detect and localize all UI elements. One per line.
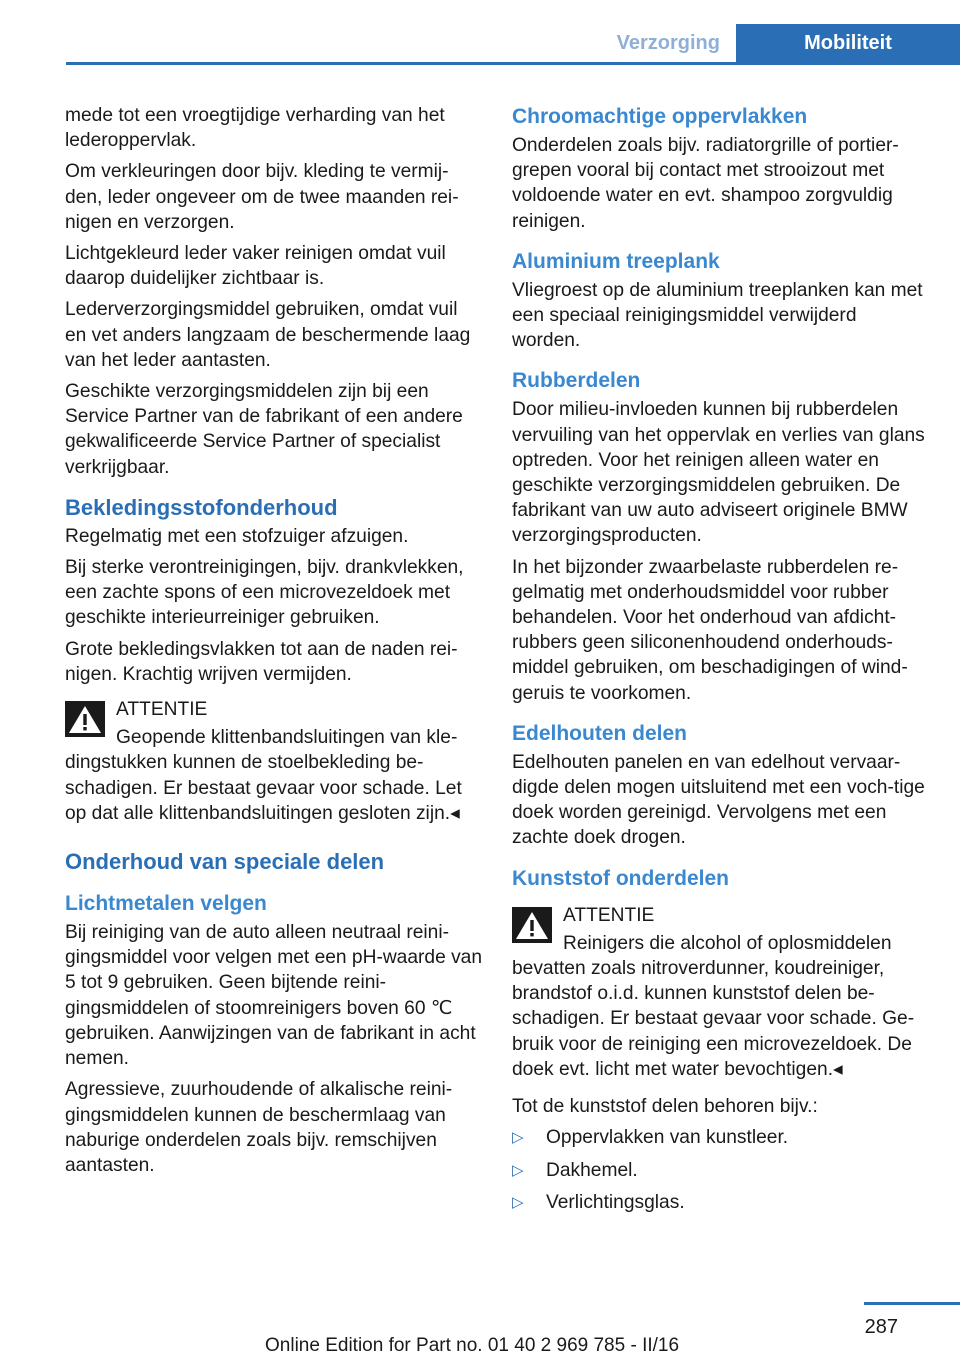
warning-text: Reinigers die alcohol of oplosmiddelen bevatten zoals nitroverdunner, koudreiniger, brandstof o.i.d. kunnen kunststof delen be-schadigen. Er bestaat gevaar voor schade. Ge-bruik voor de reiniging een microvezeldoek. De doek evt. licht met water bevochtigen.◂ xyxy=(512,932,915,1080)
paragraph: In het bijzonder zwaarbelaste rubberdelen re-gelmatig met onderhoudsmiddel voor rubber behandelen. Voor het onderhoud van afdicht-rubbers geen siliconenhoudend onderhouds-middel gebruiken, om beschadigingen of wind-geruis te voorkomen. xyxy=(512,556,908,704)
heading-kunststof-onderdelen: Kunststof onderdelen xyxy=(512,866,730,890)
left-column xyxy=(65,103,483,1184)
list-item-text: Verlichtingsglas. xyxy=(546,1191,685,1213)
list-item xyxy=(512,1158,930,1183)
list-item-text: Dakhemel. xyxy=(546,1159,638,1181)
paragraph: Lichtgekleurd leder vaker reinigen omdat vuil daarop duidelijker zichtbaar is. xyxy=(65,243,446,290)
bullet-list xyxy=(512,1125,930,1215)
heading-edelhouten-delen: Edelhouten delen xyxy=(512,721,688,745)
paragraph: Edelhouten panelen en van edelhout vervaar-digde delen mogen uitsluitend met een voch-tige doek worden gereinigd. Vervolgens met een zachte doek drogen. xyxy=(512,751,925,849)
paragraph: Om verkleuringen door bijv. kleding te vermij-den, leder ongeveer om de twee maanden rei-nigen en verzorgen. xyxy=(65,161,459,233)
footer-rule xyxy=(864,1302,960,1305)
paragraph: Tot de kunststof delen behoren bijv.: xyxy=(512,1096,818,1118)
warning-box xyxy=(65,697,483,826)
warning-triangle-icon xyxy=(512,907,552,943)
tab-mobiliteit[interactable]: Mobiliteit xyxy=(736,24,960,62)
paragraph: Bij sterke verontreinigingen, bijv. drankvlekken, een zachte spons of een microvezeldoek met geschikte interieurreiniger gebruiken. xyxy=(65,557,464,629)
heading-chroomachtige-oppervlakken: Chroomachtige oppervlakken xyxy=(512,105,808,128)
warning-box xyxy=(512,903,930,1082)
list-item xyxy=(512,1125,930,1150)
triangle-bullet-icon: ▷ xyxy=(512,1161,524,1179)
list-item xyxy=(512,1190,930,1215)
page-number: 287 xyxy=(864,1316,898,1338)
edition-text: Online Edition for Part no. 01 40 2 969 785 - II/16 xyxy=(265,1335,680,1356)
heading-lichtmetalen-velgen: Lichtmetalen velgen xyxy=(65,892,267,916)
heading-bekledingsstofonderhoud: Bekledingsstofonderhoud xyxy=(65,494,338,520)
heading-onderhoud-speciale-delen: Onderhoud van speciale delen xyxy=(65,849,385,875)
paragraph: Lederverzorgingsmiddel gebruiken, omdat vuil en vet anders langzaam de beschermende laag van het leder aantasten. xyxy=(65,299,471,371)
triangle-bullet-icon: ▷ xyxy=(512,1129,524,1147)
list-item-text: Oppervlakken van kunstleer. xyxy=(546,1127,789,1149)
triangle-bullet-icon: ▷ xyxy=(512,1193,524,1211)
right-column xyxy=(512,103,930,1222)
paragraph: Bij reiniging van de auto alleen neutraal reini-gingsmiddel voor velgen met een pH-waarde van 5 tot 9 gebruiken. Geen bijtende reini-gingsmiddelen of stoomreinigers boven 60 ℃ gebruiken. Aanwijzingen van de fabrikant in acht nemen. xyxy=(65,922,483,1070)
tab-verzorging[interactable]: Verzorging xyxy=(616,32,720,54)
heading-aluminium-treeplank: Aluminium treeplank xyxy=(512,249,720,273)
paragraph: Agressieve, zuurhoudende of alkalische reini-gingsmiddelen kunnen de beschermlaag van naburige onderdelen zoals bijv. remschijven aantasten. xyxy=(65,1079,453,1176)
paragraph: Door milieu-invloeden kunnen bij rubberdelen vervuiling van het oppervlak en verlies van glans optreden. Voor het reinigen alleen water en geschikte verzorgingsmiddelen gebruiken. De fabrikant van uw auto adviseert originele BMW verzorgingsproducten. xyxy=(512,399,925,547)
paragraph: Grote bekledingsvlakken tot aan de naden rei-nigen. Krachtig wrijven vermijden. xyxy=(65,638,458,685)
paragraph: Vliegroest op de aluminium treeplanken kan met een speciaal reinigingsmiddel verwijderd worden. xyxy=(512,279,923,352)
paragraph: Onderdelen zoals bijv. radiatorgrille of portier-grepen vooral bij contact met strooizout met voldoende water en evt. shampoo zorgvuldig reinigen. xyxy=(512,135,899,232)
paragraph: mede tot een vroegtijdige verharding van het lederoppervlak. xyxy=(65,105,445,152)
warning-text: Geopende klittenbandsluitingen van kle-dingstukken kunnen de stoelbekleding be-schadigen. Er bestaat gevaar voor schade. Let op dat alle klittenbandsluitingen gesloten zijn.◂ xyxy=(65,727,462,824)
heading-rubberdelen: Rubberdelen xyxy=(512,369,641,393)
paragraph: Regelmatig met een stofzuiger afzuigen. xyxy=(65,525,409,547)
warning-title: ATTENTIE xyxy=(563,904,655,926)
warning-title: ATTENTIE xyxy=(116,699,208,721)
warning-triangle-icon xyxy=(65,701,105,737)
paragraph: Geschikte verzorgingsmiddelen zijn bij een Service Partner van de fabrikant of een andere gekwalificeerde Service Partner of specialist verkrijgbaar. xyxy=(65,381,463,478)
page-header xyxy=(66,24,960,65)
